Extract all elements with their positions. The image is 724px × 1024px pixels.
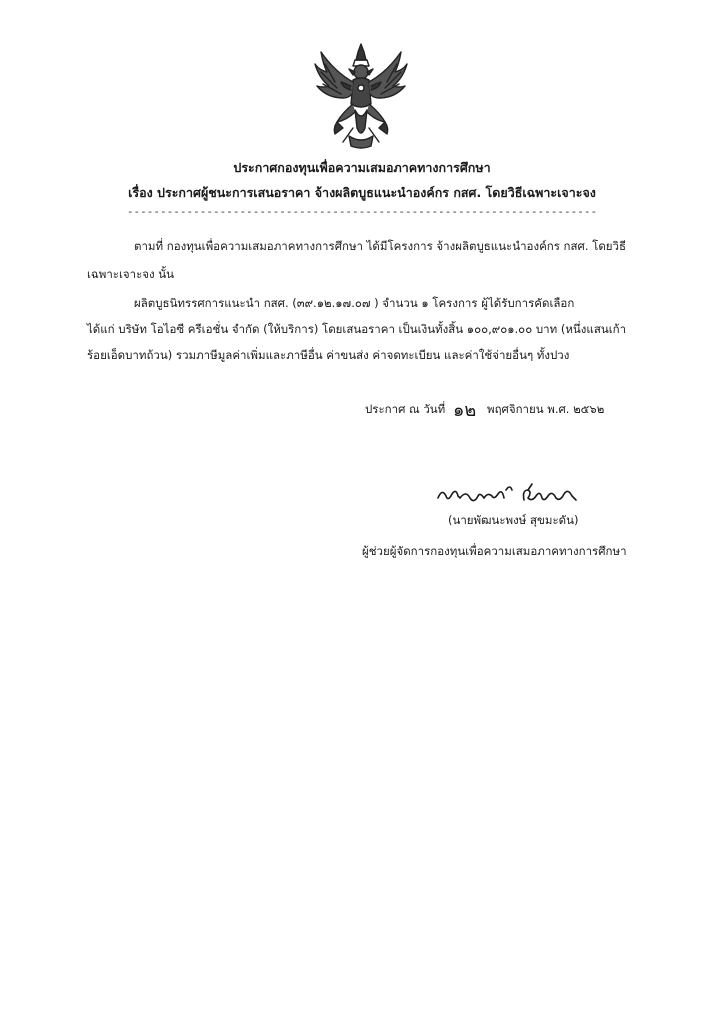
date-month-year: พฤศจิกายน พ.ศ. ๒๕๖๒ (487, 402, 605, 416)
signer-name: (นายพัฒนะพงษ์ สุขมะดัน) (448, 513, 579, 527)
paragraph-2-line-1: ผลิตบูธนิทรรศการแนะนำ กสศ. (๓๙.๑๒.๑๗.๐๗ ) จำนวน ๑ โครงการ ผู้ได้รับการคัดเลือก (134, 296, 575, 310)
paragraph-1-line-2: เฉพาะเจาะจง นั้น (87, 267, 175, 281)
announcement-subject: เรื่อง ประกาศผู้ชนะการเสนอราคา จ้างผลิตบูธแนะนำองค์กร กสศ. โดยวิธีเฉพาะเจาะจง (128, 185, 596, 200)
date-prefix: ประกาศ ณ วันที่ (365, 402, 446, 416)
paragraph-2-line-2: ได้แก่ บริษัท โอไอซี ครีเอชั่น จำกัด (ให้บริการ) โดยเสนอราคา เป็นเงินทั้งสิ้น ๑๐๐,๙๐๑.๐๐ บาท (หนึ่งแสนเก้า (87, 322, 627, 336)
garuda-emblem-icon (313, 42, 409, 150)
date-day: ๑๒ (453, 400, 477, 421)
signer-position: ผู้ช่วยผู้จัดการกองทุนเพื่อความเสมอภาคทางการศึกษา (362, 544, 627, 558)
paragraph-2-line-3: ร้อยเอ็ดบาทถ้วน) รวมภาษีมูลค่าเพิ่มและภาษีอื่น ค่าขนส่ง ค่าจดทะเบียน และค่าใช้จ่ายอื่นๆ ทั้งปวง (87, 348, 570, 362)
handwritten-signature (432, 476, 582, 516)
announcement-title: ประกาศกองทุนเพื่อความเสมอภาคทางการศึกษา (233, 160, 491, 175)
divider-line: ----------------------------------------------------------------------- (126, 205, 598, 218)
paragraph-1-line-1: ตามที่ กองทุนเพื่อความเสมอภาคทางการศึกษา ได้มีโครงการ จ้างผลิตบูธแนะนำองค์กร กสศ. โดยวิธี (134, 239, 627, 253)
